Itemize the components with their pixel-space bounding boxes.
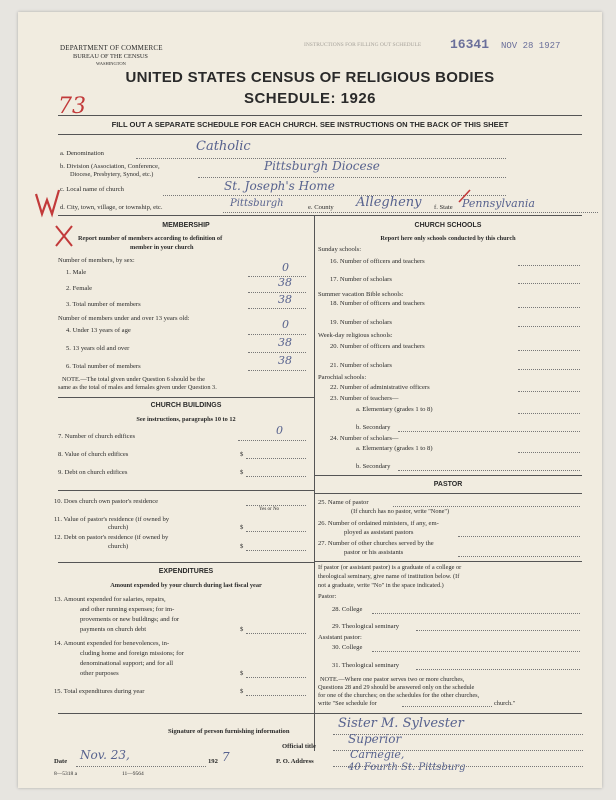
buildings-heading: CHURCH BUILDINGS [150, 402, 222, 409]
q12-label: 12. Debt on pastor's residence (if owned by [54, 534, 169, 541]
q6-label: 6. Total number of members [66, 363, 141, 370]
q29-label: 29. Theological seminary [332, 623, 400, 630]
city-value: Pittsburgh [230, 198, 284, 209]
q26-label: 26. Number of ordained ministers, if any, em- [318, 520, 439, 527]
q5-value: 38 [278, 336, 292, 349]
sections-top-rule [58, 215, 582, 216]
po-address-line [333, 766, 583, 767]
q4-value: 0 [282, 318, 289, 331]
po-address-value: Carnegie, [350, 748, 405, 761]
q25-label: 25. Name of pastor [318, 499, 369, 506]
q2-line [248, 292, 306, 293]
pastor-note-3: for one of the churches; on the schedules for the other churches, [318, 692, 480, 699]
date-line [76, 766, 206, 767]
q23b-label: b. Secondary [356, 424, 391, 431]
q24a-line [518, 452, 580, 453]
q7-label: 7. Number of church edifices [58, 433, 136, 440]
q14-label-3: denominational support; and for all [80, 660, 174, 667]
pastor-note-line [402, 706, 492, 707]
q13-label-3: provements or new buildings; and for [80, 616, 180, 623]
parochial-schools-label: Parochial schools: [318, 374, 367, 381]
annotation-number: 73 [58, 94, 86, 119]
q4-line [248, 334, 306, 335]
expenditures-intro: Amount expended by your church during last fiscal year [110, 582, 262, 589]
pastor-mid-rule [314, 561, 582, 562]
membership-intro-2: member in your church [130, 244, 194, 251]
q15-dollar: $ [240, 688, 244, 695]
q8-label: 8. Value of church edifices [58, 451, 129, 458]
q28-line [372, 613, 580, 614]
q1-line [248, 276, 306, 277]
instructions-banner: FILL OUT A SEPARATE SCHEDULE FOR EACH CHURCH. SEE INSTRUCTIONS ON THE BACK OF THIS SHEET [111, 120, 509, 129]
q22-label: 22. Number of administrative officers [330, 384, 430, 391]
local-name-line [163, 195, 506, 196]
q14-label-2: cluding home and foreign missions; for [80, 650, 184, 657]
q9-dollar: $ [240, 469, 244, 476]
local-name-label: c. Local name of church [60, 186, 124, 193]
q28-label: 28. College [332, 606, 363, 613]
q23b-line [398, 431, 580, 432]
q20-label: 20. Number of officers and teachers [330, 343, 425, 350]
date-label: Date [54, 758, 68, 765]
q11-line [246, 531, 306, 532]
q19-label: 19. Number of scholars [330, 319, 392, 326]
q26-label-2: ployed as assistant pastors [344, 529, 414, 536]
q2-label: 2. Female [66, 285, 93, 292]
q5-label: 5. 13 years old and over [66, 345, 130, 352]
pastor-heading: PASTOR [433, 481, 463, 488]
sections-bottom-rule [58, 713, 582, 714]
stamp-number: 16341 [450, 37, 490, 52]
summer-schools-label: Summer vacation Bible schools: [318, 291, 404, 298]
q13-dollar: $ [240, 626, 244, 633]
q23a-line [518, 413, 580, 414]
membership-heading: MEMBERSHIP [162, 222, 210, 229]
q6-value: 38 [278, 354, 292, 367]
department-label: DEPARTMENT OF COMMERCE [60, 44, 163, 52]
members-under-over: Number of members under and over 13 years old: [58, 315, 190, 322]
pastor-note-4: write "See schedule for [318, 700, 377, 707]
q31-label: 31. Theological seminary [332, 662, 400, 669]
graduate-note-3: not a graduate, write "No" in the space indicated.) [318, 582, 444, 589]
county-label: e. County [308, 204, 334, 211]
q17-label: 17. Number of scholars [330, 276, 392, 283]
q17-line [518, 283, 580, 284]
title-rule [58, 115, 582, 116]
q9-line [246, 476, 306, 477]
q26-line [458, 536, 580, 537]
q1-value: 0 [282, 261, 289, 274]
q24b-line [398, 470, 580, 471]
q9-label: 9. Debt on church edifices [58, 469, 128, 476]
red-check-marks [32, 180, 78, 252]
q25-line [393, 506, 580, 507]
yes-no-hint: Yes or No [259, 507, 280, 512]
q12-line [246, 550, 306, 551]
q27-label: 27. Number of other churches served by the [318, 540, 434, 547]
membership-note: NOTE.—The total given under Question 6 should be the [62, 376, 205, 383]
schools-intro: Report here only schools conducted by this church [380, 235, 516, 242]
q8-dollar: $ [240, 451, 244, 458]
pastor-note-2: Questions 28 and 29 should be answered only on the schedule [318, 684, 475, 691]
pastor-note-1: NOTE.—Where one pastor serves two or more churches, [320, 676, 465, 683]
q7-line [238, 440, 306, 441]
po-address-label: P. O. Address [276, 758, 314, 765]
date-value: Nov. 23, [80, 748, 130, 762]
q18-line [518, 307, 580, 308]
year-label: 192 [208, 758, 218, 765]
membership-bottom-rule [58, 397, 314, 398]
q14-label-4: other purposes [80, 670, 119, 677]
denomination-value: Catholic [196, 139, 251, 154]
red-w-mark [36, 190, 59, 214]
form-title: UNITED STATES CENSUS OF RELIGIOUS BODIES [125, 69, 495, 86]
q25-note: (If church has no pastor, write "None") [351, 508, 450, 515]
po-address-value-2: 40 Fourth St. Pittsburg [348, 762, 466, 773]
q31-line [416, 669, 580, 670]
q15-line [246, 695, 306, 696]
graduate-note-2: theological seminary, give name of institution below. (If [318, 573, 460, 580]
q7-value: 0 [276, 424, 283, 437]
q14-label: 14. Amount expended for benevolences, in- [54, 640, 170, 647]
stamp-date: NOV 28 1927 [501, 41, 561, 51]
county-value: Allegheny [356, 195, 422, 210]
q27-line [458, 556, 580, 557]
q3-value: 38 [278, 293, 292, 306]
q13-line [246, 633, 306, 634]
q24b-label: b. Secondary [356, 463, 391, 470]
q5-line [248, 352, 306, 353]
form-number-2: 11—9564 [122, 771, 144, 777]
q15-label: 15. Total expenditures during year [54, 688, 145, 695]
location-line [223, 212, 598, 213]
q13-label-4: payments on church debt [80, 626, 147, 633]
division-line [198, 177, 506, 178]
q29-line [416, 630, 580, 631]
year-value: 7 [222, 750, 230, 764]
division-label: b. Division (Association, Conference, [60, 163, 160, 170]
q24-label: 24. Number of scholars— [330, 435, 399, 442]
pastor-heading-rule [314, 493, 582, 494]
q10-line [246, 505, 306, 506]
membership-note-2: same as the total of males and females given under Question 3. [58, 384, 217, 391]
city-label: WASHINGTON [96, 61, 126, 66]
local-name-value: St. Joseph's Home [224, 179, 335, 193]
q2-value: 38 [278, 276, 292, 289]
official-title-label: Official title [282, 743, 316, 750]
buildings-mid-rule [58, 490, 314, 491]
q16-line [518, 265, 580, 266]
q13-label: 13. Amount expended for salaries, repairs, [54, 596, 166, 603]
q30-label: 30. College [332, 644, 363, 651]
q20-line [518, 350, 580, 351]
q12-label-2: church) [108, 543, 129, 550]
q24a-label: a. Elementary (grades 1 to 8) [356, 445, 433, 452]
q23-label: 23. Number of teachers— [330, 395, 399, 402]
q19-line [518, 326, 580, 327]
pastor-sublabel: Pastor: [318, 593, 337, 600]
q3-label: 3. Total number of members [66, 301, 141, 308]
members-by-sex: Number of members, by sex: [58, 257, 135, 264]
weekday-schools-label: Week-day religious schools: [318, 332, 393, 339]
city-label-field: d. City, town, village, or township, etc. [60, 204, 163, 211]
q23a-label: a. Elementary (grades 1 to 8) [356, 406, 433, 413]
census-schedule-sheet [18, 12, 602, 788]
q22-line [518, 391, 580, 392]
form-number: 8—5318 a [54, 771, 78, 777]
q18-label: 18. Number of officers and teachers [330, 300, 425, 307]
red-x-mark [56, 226, 72, 246]
q11-dollar: $ [240, 524, 244, 531]
division-value: Pittsburgh Diocese [264, 159, 380, 173]
denomination-label: a. Denomination [60, 150, 104, 157]
pastor-note-5: church." [494, 700, 516, 707]
sunday-schools-label: Sunday schools: [318, 246, 362, 253]
q1-label: 1. Male [66, 269, 87, 276]
q8-line [246, 458, 306, 459]
schools-heading: CHURCH SCHOOLS [414, 222, 482, 229]
assistant-pastor-sublabel: Assistant pastor: [318, 634, 362, 641]
q13-label-2: and other running expenses; for im- [80, 606, 175, 613]
graduate-note-1: If pastor (or assistant pastor) is a graduate of a college or [318, 564, 462, 571]
faint-header-text: INSTRUCTIONS FOR FILLING OUT SCHEDULE [304, 42, 422, 48]
membership-intro: Report number of members according to definition of [78, 235, 223, 242]
expenditures-heading: EXPENDITURES [158, 568, 214, 575]
division-label-2: Diocese, Presbytery, Synod, etc.) [70, 171, 154, 178]
red-state-tick [456, 186, 480, 208]
q27-label-2: pastor or his assistants [344, 549, 404, 556]
schools-bottom-rule [314, 475, 582, 476]
signature-label: Signature of person furnishing information [168, 728, 290, 735]
q14-line [246, 677, 306, 678]
q21-label: 21. Number of scholars [330, 362, 392, 369]
buildings-bottom-rule [58, 562, 314, 563]
q10-label: 10. Does church own pastor's residence [54, 498, 159, 505]
buildings-subheading: See instructions, paragraphs 10 to 12 [136, 416, 236, 423]
q21-line [518, 369, 580, 370]
bureau-label: BUREAU OF THE CENSUS [73, 53, 148, 60]
q11-label-2: church) [108, 524, 129, 531]
q4-label: 4. Under 13 years of age [66, 327, 131, 334]
q11-label: 11. Value of pastor's residence (if owned by [54, 516, 170, 523]
q14-dollar: $ [240, 670, 244, 677]
official-title-value: Superior [348, 732, 402, 746]
q12-dollar: $ [240, 543, 244, 550]
form-subtitle: SCHEDULE: 1926 [243, 90, 377, 107]
q3-line [248, 308, 306, 309]
q16-label: 16. Number of officers and teachers [330, 258, 425, 265]
q6-line [248, 370, 306, 371]
instructions-rule [58, 134, 582, 135]
signature-value: Sister M. Sylvester [338, 716, 464, 731]
q30-line [372, 651, 580, 652]
state-label: f. State [434, 204, 453, 211]
state-value: Pennsylvania [462, 197, 535, 210]
